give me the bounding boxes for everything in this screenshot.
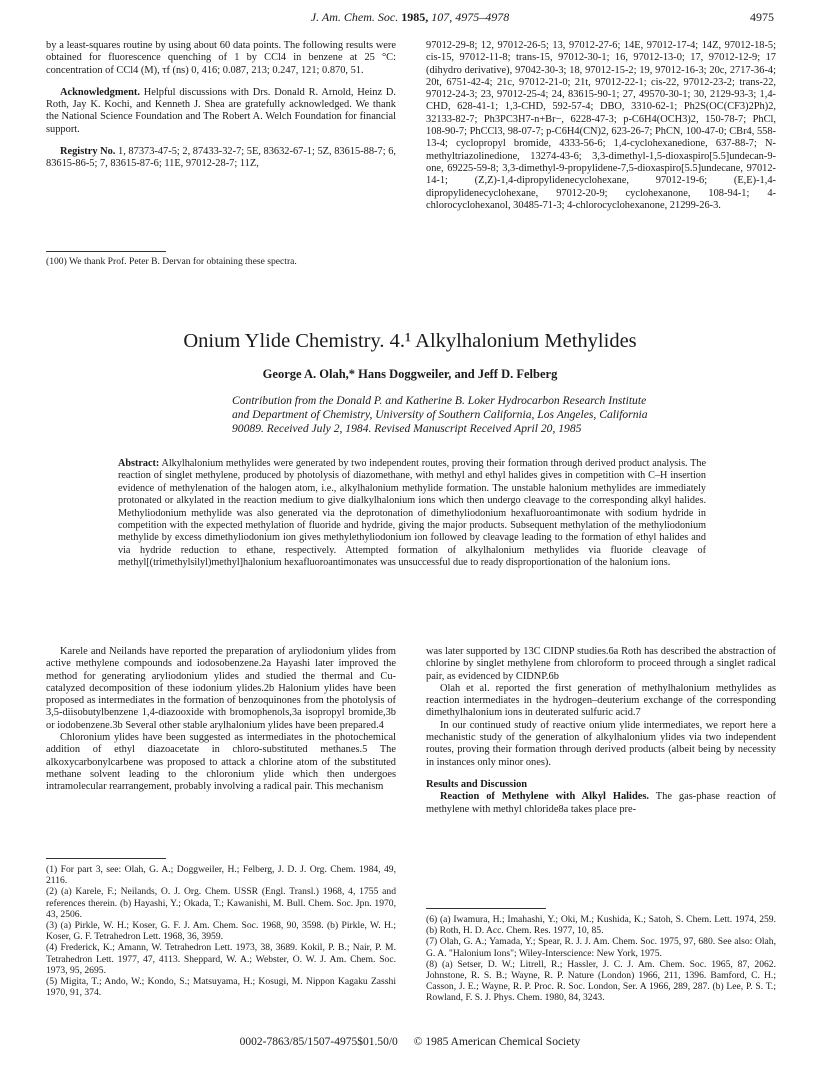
article-title: Onium Ylide Chemistry. 4.¹ Alkylhalonium Methylides: [183, 330, 637, 352]
page-number: 4975: [750, 10, 774, 24]
article-affiliation: Contribution from the Donald P. and Katherine B. Loker Hydrocarbon Research Institute and Department of Chemistry, University of Southern California, Los Angeles, California 90089. Received July 2, 1984. Revised Manuscript Received April 20, 1985: [232, 394, 648, 435]
footnote-2: (2) (a) Karele, F.; Neilands, O. J. Org. Chem. USSR (Engl. Transl.) 1968, 4, 1755 and references therein. (b) Hayashi, Y.; Okada, T.; Kawanishi, M. Bull. Chem. Soc. Jpn. 1970, 43, 2506.: [46, 886, 396, 920]
registry-continued: 97012-29-8; 12, 97012-26-5; 13, 97012-27-6; 14E, 97012-17-4; 14Z, 97012-18-5; cis-15, 97012-11-8; trans-15, 97012-30-1; 16, 97012-13-0; 17, 97012-12-9; 17 (dihydro derivative), 97042-30-3; 18, 97012-15-2; 19, 97012-16-3; 20c, 2717-36-4; 20t, 6751-42-4; 21c, 97012-21-0; 21t, 97012-22-1; cis-22, 97012-23-2; trans-22, 97012-24-3; 23, 97012-25-4; 24, 83615-90-1; 27, 49570-30-1; 30, 2129-93-3; 1,4-CHD, 628-41-1; 1,3-CHD, 592-57-4; DBO, 3310-62-1; Ph2S(OC(CF3)2Ph)2, 32133-82-7; Ph3PC3H7-n+Br−, 6228-47-3; p-C6H4(OCH3)2, 150-78-7; PhCl, 108-90-7; PhCCl3, 98-07-7; p-C6H4(CN)2, 623-26-7; PhCN, 100-47-0; CBr4, 558-13-4; cyclopropyl bromide, 4333-56-6; 1,4-cyclohexanedione, 637-88-7; N-methyltriazolinedione, 13274-43-6; 3,3-dimethyl-1,5-dioxaspiro[5.5]undecan-9-one, 69225-59-8; 3,3-dimethyl-9-propylidene-7,5-dioxaspiro[5.5]undecane, 97012-14-1; (Z,Z)-1,4-dipropylidenecyclohexane, 97012-19-6; (E,E)-1,4-dipropylidenecyclohexane, 97012-20-9; cyclohexanone, 108-94-1; 4-chlorocyclohexanol, 30485-71-3; 4-chlorocyclohexanone, 21299-26-3.: [426, 40, 776, 211]
body-right-column: [426, 646, 776, 816]
intro-paragraph-1: Karele and Neilands have reported the preparation of aryliodonium ylides from active methylene compounds and iodosobenzene.2a Hayashi later improved the method for generating aryliodonium ylides and studied the thermal and Cu-catalyzed decomposition of these iodonium ylides.2b Halonium ylides have been proposed as intermediates in the formation of benzoquinones from the photolysis of 3,5-diisobutylbenzene 1,4-diazooxide with bromophenols,3a isopropyl bromide,3b or iodobenzene.3b Several other stable arylhalonium ylides have been prepared.4: [46, 646, 396, 731]
registry-text: 1, 87373-47-5; 2, 87433-32-7; 5E, 83632-67-1; 5Z, 83615-88-7; 6, 83615-86-5; 7, 83615-87-6; 11E, 97012-28-7; 11Z,: [46, 146, 396, 170]
journal-year: 1985,: [401, 10, 429, 24]
intro-paragraph-5: In our continued study of reactive onium ylide intermediates, we report here a mechanistic study of the generation of alkylhalonium ylides via two independent routes, proving their formation through derived products (albeit being by necessity in instances only minor ones).: [426, 719, 776, 768]
footnote-6: (6) (a) Iwamura, H.; Imahashi, Y.; Oki, M.; Kushida, K.; Satoh, S. Chem. Lett. 1974, 259. (b) Roth, H. D. Acc. Chem. Res. 1977, 10, 85.: [426, 914, 776, 937]
footnote-3: (3) (a) Pirkle, W. H.; Koser, G. F. J. Am. Chem. Soc. 1968, 90, 3598. (b) Pirkle, W. H.; Koser, G. F. Tetrahedron Lett. 1968, 36, 3959.: [46, 920, 396, 943]
acknowledgment-heading: Acknowledgment.: [60, 86, 140, 98]
intro-paragraph-3: was later supported by 13C CIDNP studies.6a Roth has described the abstraction of chlorine by singlet methylene from chloroform to proceed through a singlet radical pair, as evidenced by CIDNP.6b: [426, 646, 776, 682]
fluorescence-paragraph: by a least-squares routine by using about 60 data points. The following results were obtained for fluorescence quenching of 1 by CCl4 in benzene at 25 °C: concentration of CCl4 (M), τf (ns) 0, 416; 0.087, 213; 0.247, 121; 0.870, 51.: [46, 40, 396, 76]
intro-paragraph-4: Olah et al. reported the first generation of methylhalonium methylides as reaction intermediates in the hydrogen–deuterium exchange of the corresponding dimethylhalonium ions in deuterated sulfuric acid.7: [426, 682, 776, 719]
footnote-8: (8) (a) Setser, D. W.; Litrell, R.; Hassler, J. C. J. Am. Chem. Soc. 1965, 87, 2062. Johnstone, R. S. B.; Wayne, R. P. Nature (London) 1966, 211, 1396. Bamford, C. H.; Casson, J. E.; Wayne, R. P. Proc. R. Soc. London, Ser. A 1966, 289, 287. (b) Lee, P. S. T.; Rowland, F. S. J. Phys. Chem. 1980, 84, 3243.: [426, 958, 776, 1004]
footnote-5: (5) Migita, T.; Ando, W.; Kondo, S.; Matsuyama, H.; Kosugi, M. Nippon Kagaku Zasshi 1970, 91, 374.: [46, 976, 396, 999]
top-left-column: [46, 40, 396, 171]
footnote-7: (7) Olah, G. A.; Yamada, Y.; Spear, R. J. J. Am. Chem. Soc. 1975, 97, 680. See also: Olah, G. A. "Halonium Ions"; Wiley-Interscience: New York, 1975.: [426, 936, 776, 959]
running-header: [0, 8, 820, 28]
article-code: 0002-7863/85/1507-4975$01.50/0: [239, 1036, 398, 1048]
footnote-rule: [46, 858, 166, 859]
footnotes-left: [46, 864, 396, 998]
intro-paragraph-2: Chloronium ylides have been suggested as intermediates in the photochemical addition of ethyl diazoacetate in chloro-substituted methanes.5 The alkoxycarbonylcarbene was proposed to attack a chlorine atom of the substituted methane solvent leading to the chloronium ylide which then undergoes intramolecular rearrangement, probably involving a radical pair. This mechanism: [46, 732, 396, 793]
acknowledgment: [46, 87, 396, 136]
abstract-heading: Abstract:: [118, 458, 160, 469]
body-left-column: [46, 646, 396, 794]
page-footer: [0, 1036, 820, 1048]
footnotes-right: [426, 914, 776, 1004]
footnote-1: (1) For part 3, see: Olah, G. A.; Doggweiler, H.; Felberg, J. D. J. Org. Chem. 1984, 49, 2116.: [46, 864, 396, 887]
footnote-100: (100) We thank Prof. Peter B. Dervan for obtaining these spectra.: [46, 256, 297, 267]
article-authors: George A. Olah,* Hans Doggweiler, and Jeff D. Felberg: [262, 367, 558, 381]
footnote-rule: [46, 251, 166, 252]
acknowledgment-text: Helpful discussions with Drs. Donald R. Arnold, Heinz D. Roth, Jay K. Kochi, and Kenneth J. Shea are gratefully acknowledged. We thank the National Science Foundation and The Robert A. Welch Foundation for financial support.: [46, 86, 396, 135]
methylene-paragraph: [426, 791, 776, 816]
section-heading: Results and Discussion: [426, 778, 528, 790]
abstract: [118, 458, 706, 570]
methylene-text: The gas-phase reaction of methylene with methyl chloride8a takes place pre-: [426, 791, 776, 815]
footnote-4: (4) Frederick, K.; Amann, W. Tetrahedron Lett. 1973, 38, 3689. Kokil, P. B.; Nair, P. M. Tetrahedron Lett. 1977, 47, 4113. Sheppard, W. A.; Webster, O. W. J. Am. Chem. Soc. 1973, 95, 2695.: [46, 942, 396, 976]
footnote-rule: [426, 908, 546, 909]
copyright-notice: © 1985 American Chemical Society: [413, 1036, 581, 1048]
registry-heading: Registry No.: [60, 146, 116, 158]
subsection-heading: Reaction of Methylene with Alkyl Halides.: [440, 791, 649, 803]
abstract-text: Alkylhalonium methylides were generated by two independent routes, proving their formation through derived product analysis. The reaction of singlet methylene, produced by photolysis of diazomethane, with methyl and ethyl halides gives in competition with C–H insertion evidence of methylenation of the halogen atom, i.e., alkylhalonium methylide formation. The unstable halonium methylides are immediately protonated or alkylated in the reaction medium to give dialkylhalonium ions which then undergo cleavage to the corresponding alkyl halides. Methyliodonium methylide was also generated via the deprotonation of dimethyliodonium hexafluoroantimonate with sodium hydride in competition with the expected methylation of fluoride and hydride, giving the major products. Subsequent methylation of the methyliodonium methylide by excess dimethyliodonium ion gives methylethyliodonium ion followed by cleavage leading to the formation of ethyl halides and via hydride reduction to ethane, respectively. Attempted formation of alkylhalonium methylides via fluoride cleavage of methyl[(trimethylsilyl)methyl]halonium hexafluoroantimonates was unsuccessful due to ready disproportionation of the halonium ions.: [118, 458, 706, 569]
journal-name: J. Am. Chem. Soc.: [310, 10, 399, 24]
volume-pages: 107, 4975–4978: [428, 10, 510, 24]
journal-citation: [0, 10, 820, 25]
registry-numbers: [46, 146, 396, 171]
